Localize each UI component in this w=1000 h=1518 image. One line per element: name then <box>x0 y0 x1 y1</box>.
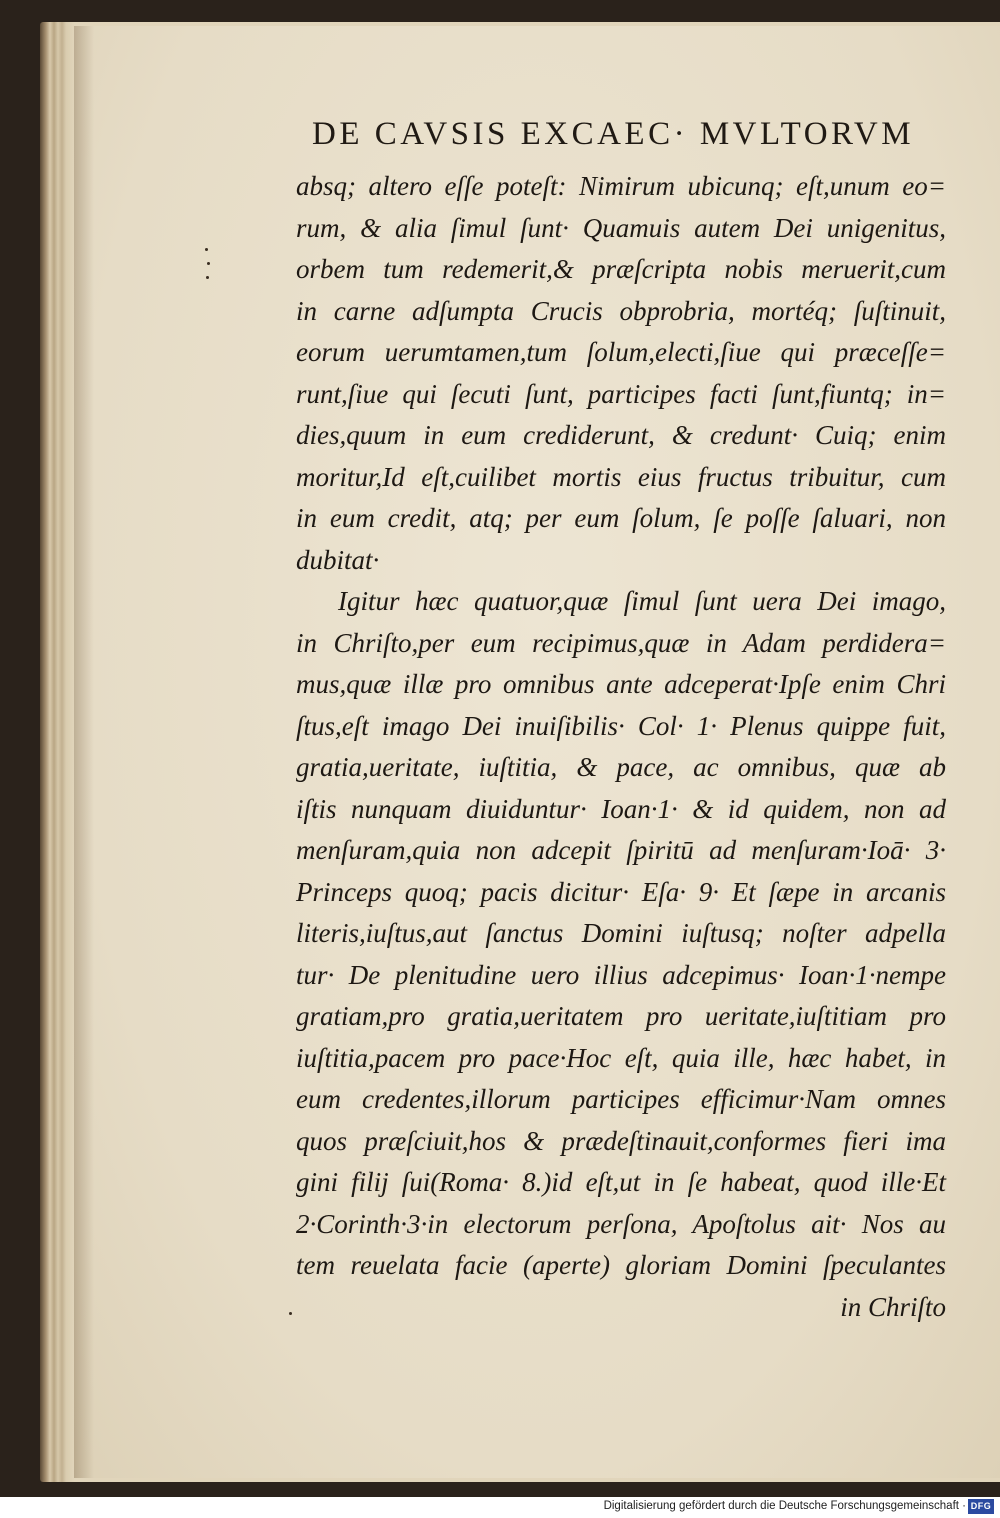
text-line: quos præſciuit,hos & prædeſtinauit,conformes fieri ima <box>296 1125 946 1156</box>
margin-speck <box>207 262 210 265</box>
text-line: menſuram,quia non adcepit ſpiritū ad menſuram·Ioā· 3· <box>296 835 946 865</box>
margin-speck <box>289 1312 292 1315</box>
text-line: eum credentes,illorum participes efficimur·Nam omnes <box>296 1084 946 1114</box>
text-line: ſtus,eſt imago Dei inuiſibilis· Col· 1· Plenus quippe fuit, <box>296 710 946 741</box>
text-line: tem reuelata facie (aperte) gloriam Domini ſpeculantes <box>296 1250 946 1280</box>
text-line: 2·Corinth·3·in electorum perſona, Apoſtolus ait· Nos au <box>296 1208 946 1239</box>
body-text <box>296 166 946 1328</box>
text-line: moritur,Id eſt,cuilibet mortis eius fructus tribuitur, cum <box>296 461 946 492</box>
text-line: eorum uerumtamen,tum ſolum,electi,ſiue qui præceſſe= <box>296 337 946 367</box>
text-line: in Chriſto,per eum recipimus,quæ in Adam perdidera= <box>296 627 946 658</box>
catchword: in Chriſto <box>840 1291 946 1322</box>
paragraph-first-line: Igitur hæc quatuor,quæ ſimul ſunt uera Dei imago, <box>338 586 946 616</box>
text-line: runt,ſiue qui ſecuti ſunt, participes facti ſunt,fiuntq; in= <box>296 378 946 409</box>
text-line: dubitat· <box>296 544 380 575</box>
text-line: in eum credit, atq; per eum ſolum, ſe poſſe ſaluari, non <box>296 503 946 533</box>
text-line: gratiam,pro gratia,ueritatem pro ueritate,iuſtitiam pro <box>296 1001 946 1031</box>
text-line: gini filij ſui(Roma· 8.)id eſt,ut in ſe habeat, quod ille·Et <box>296 1167 946 1197</box>
margin-speck <box>205 248 208 251</box>
text-line: mus,quæ illæ pro omnibus ante adceperat·Ipſe enim Chri <box>296 669 946 699</box>
text-line: iuſtitia,pacem pro pace·Hoc eſt, quia ille, hæc habet, in <box>296 1042 946 1073</box>
text-line: in carne adſumpta Crucis obprobria, mortéq; ſuſtinuit, <box>296 295 946 326</box>
text-line: tur· De plenitudine uero illius adcepimus· Ioan·1·nempe <box>296 959 946 990</box>
margin-speck <box>206 276 209 279</box>
text-line: gratia,ueritate, iuſtitia, & pace, ac omnibus, quæ ab <box>296 752 946 782</box>
running-header: DE CAVSIS EXCAEC· MVLTORVM <box>312 116 915 152</box>
text-line: dies,quum in eum crediderunt, & credunt· Cuiq; enim <box>296 420 946 450</box>
text-line: rum, & alia ſimul ſunt· Quamuis autem Dei unigenitus, <box>296 212 946 243</box>
text-line: orbem tum redemerit,& præſcripta nobis meruerit,cum <box>296 254 946 284</box>
dfg-logo: DFG <box>968 1499 994 1514</box>
text-line: iſtis nunquam diuiduntur· Ioan·1· & id quidem, non ad <box>296 793 946 824</box>
text-line: Princeps quoq; pacis dicitur· Eſa· 9· Et ſæpe in arcanis <box>296 876 946 907</box>
funding-notice: Digitalisierung gefördert durch die Deutsche Forschungsgemeinschaft · <box>603 1500 966 1512</box>
footer-bar <box>0 1497 1000 1518</box>
text-line: literis,iuſtus,aut ſanctus Domini iuſtusq; noſter adpella <box>296 918 946 948</box>
text-line: absq; altero eſſe poteſt: Nimirum ubicunq; eſt,unum eo= <box>296 171 946 201</box>
gutter-shadow <box>74 26 94 1478</box>
